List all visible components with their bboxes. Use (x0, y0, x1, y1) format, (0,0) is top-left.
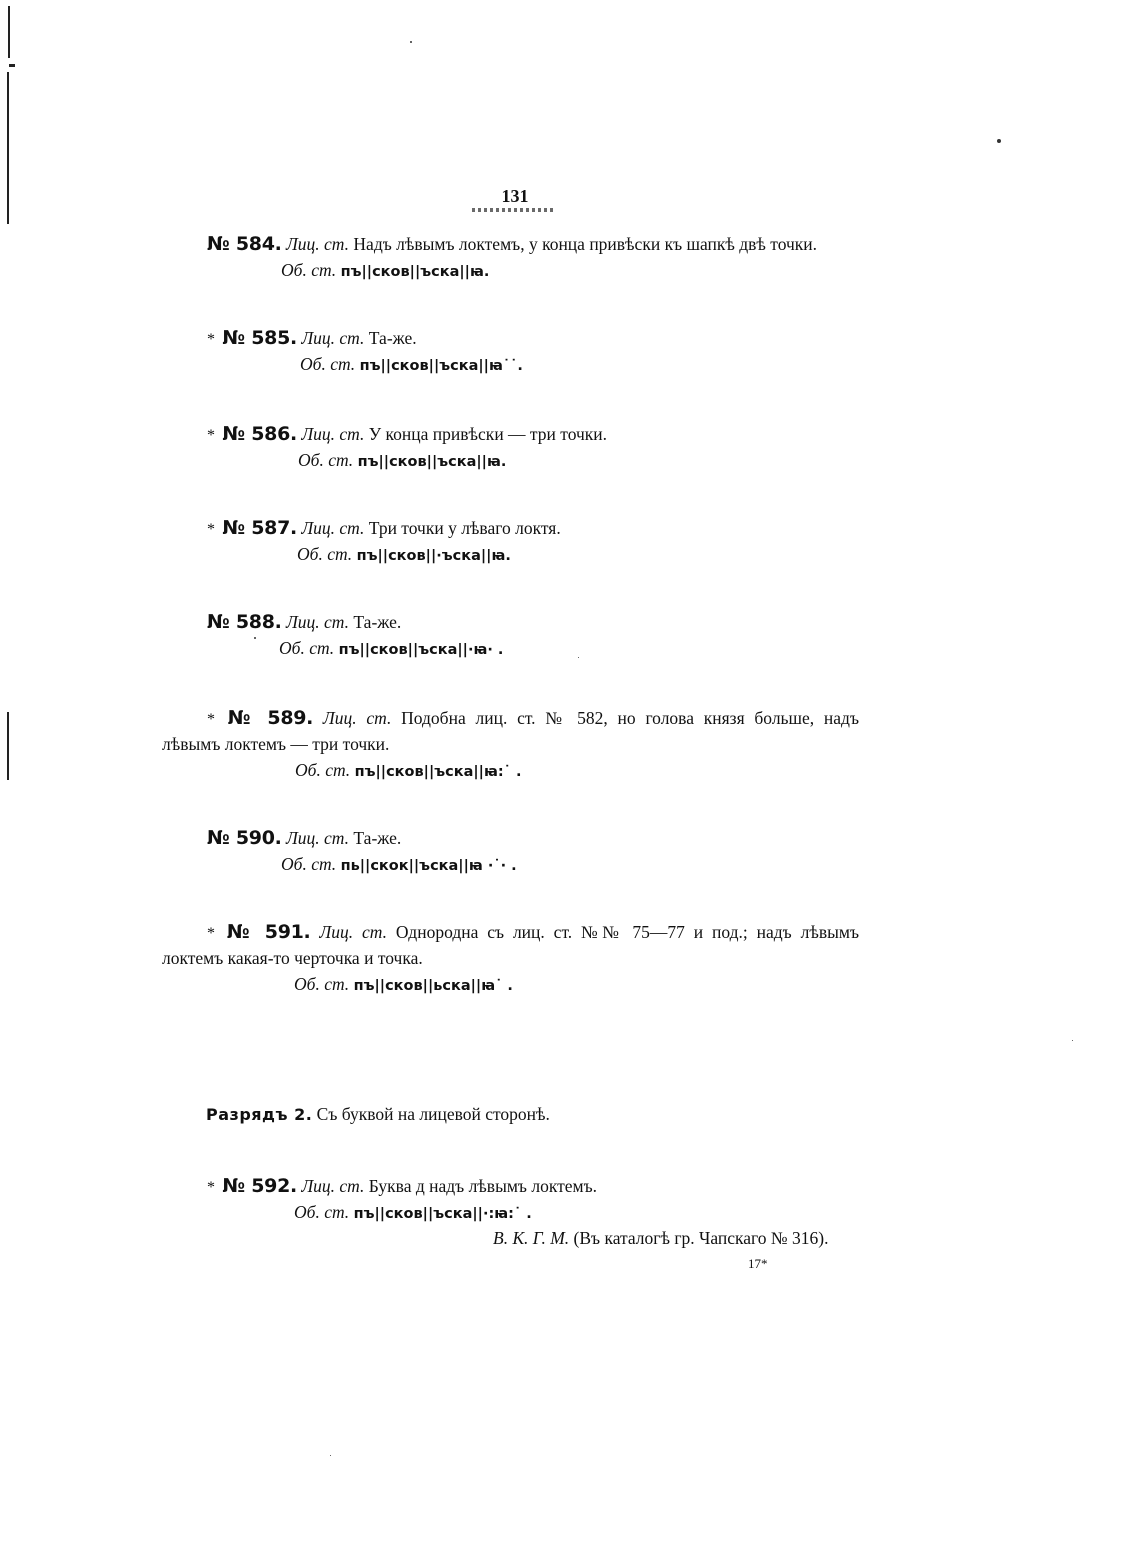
reverse-legend: пъ||сков||ъска||·:ꙗ:˙ . (353, 1206, 532, 1222)
scan-edge-mark-middle (7, 712, 9, 780)
asterisk-mark: * (207, 521, 215, 538)
section-description: Съ буквой на лицевой сторонѣ. (316, 1104, 550, 1124)
reverse-label: Об. ст. (281, 854, 337, 874)
entry-number: № 586. (222, 423, 297, 445)
obverse-description-continuation: лѣвымъ локтемъ — три точки. (162, 734, 390, 754)
scan-speck (330, 1455, 331, 1456)
scan-speck (997, 139, 1001, 143)
reverse-label: Об. ст. (297, 544, 353, 564)
obverse-description: Та-же. (353, 612, 402, 632)
obverse-label: Лиц. ст. (322, 708, 392, 728)
entry-587-reverse (297, 543, 511, 567)
reverse-label: Об. ст. (300, 354, 356, 374)
asterisk-mark: * (207, 925, 215, 942)
entry-592-obverse (207, 1175, 597, 1199)
asterisk-mark: * (207, 711, 215, 728)
section-label: Разрядъ 2. (206, 1105, 313, 1124)
reverse-label: Об. ст. (294, 974, 350, 994)
entry-585-reverse (300, 353, 523, 377)
entry-number: № 585. (222, 327, 297, 349)
asterisk-mark: * (207, 427, 215, 444)
obverse-label: Лиц. ст. (285, 234, 350, 254)
entry-584-obverse (207, 233, 817, 255)
entry-number: № 588. (207, 611, 282, 633)
asterisk-mark: * (207, 1179, 215, 1196)
obverse-label: Лиц. ст. (301, 328, 365, 348)
entry-number: № 587. (222, 517, 297, 539)
entry-591-reverse (294, 973, 513, 997)
obverse-label: Лиц. ст. (301, 424, 365, 444)
scan-speck (410, 41, 412, 43)
entry-589-obverse-cont (162, 733, 389, 755)
entry-586-reverse (298, 449, 506, 473)
reverse-label: Об. ст. (279, 638, 335, 658)
obverse-label: Лиц. ст. (319, 922, 387, 942)
entry-587-obverse (207, 517, 561, 541)
entry-588-reverse (279, 637, 503, 661)
entry-591-obverse-cont (162, 947, 423, 969)
obverse-description: Три точки у лѣваго локтя. (368, 518, 561, 538)
reverse-label: Об. ст. (281, 260, 337, 280)
reverse-label: Об. ст. (294, 1202, 350, 1222)
reverse-legend: пъ||сков||ъска||·ꙗ· . (338, 642, 504, 658)
entry-number: № 591. (226, 921, 311, 943)
obverse-description: Та-же. (368, 328, 417, 348)
scan-speck (578, 657, 579, 658)
entry-585-obverse (207, 327, 417, 351)
scan-edge-mark-tick (9, 64, 15, 67)
page-number: 131 (501, 186, 529, 206)
obverse-label: Лиц. ст. (301, 518, 365, 538)
entry-592-reverse (294, 1201, 532, 1225)
scan-speck (1072, 1040, 1073, 1041)
entry-590-obverse (207, 827, 401, 849)
entry-591-obverse (207, 921, 859, 945)
obverse-description-continuation: локтемъ какая-то черточка и точка. (162, 948, 423, 968)
collection-abbreviation: В. К. Г. М. (493, 1228, 570, 1248)
sheet-signature: 17* (748, 1256, 768, 1271)
entry-586-obverse (207, 423, 607, 447)
obverse-label: Лиц. ст. (285, 612, 350, 632)
entry-589-obverse (207, 707, 859, 731)
scan-speck (254, 637, 256, 639)
reverse-legend: пъ||сков||ъска||ꙗ:˙ . (354, 764, 522, 780)
entry-number: № 590. (207, 827, 282, 849)
entry-number: № 592. (222, 1175, 297, 1197)
obverse-label: Лиц. ст. (301, 1176, 365, 1196)
obverse-description: Та-же. (353, 828, 402, 848)
page-number-ornament (472, 208, 554, 212)
obverse-description: Подобна лиц. ст. № 582, но голова князя больше, надъ (401, 708, 859, 728)
reverse-legend: пь||скок||ъска||ꙗ ·˙· . (340, 858, 517, 874)
entry-588-obverse (207, 611, 401, 633)
obverse-label: Лиц. ст. (285, 828, 350, 848)
reverse-label: Об. ст. (298, 450, 354, 470)
obverse-description: У конца привѣски — три точки. (368, 424, 608, 444)
section-heading (206, 1103, 550, 1126)
reverse-legend: пъ||сков||·ъска||ꙗ. (356, 548, 511, 564)
obverse-description: Буква д надъ лѣвымъ локтемъ. (368, 1176, 597, 1196)
obverse-description: Надъ лѣвымъ локтемъ, у конца привѣски къ шапкѣ двѣ точки. (353, 234, 818, 254)
reverse-legend: пъ||сков||ъска||ꙗ. (357, 454, 507, 470)
reverse-legend: пъ||сков||ъска||ꙗ. (340, 264, 490, 280)
entry-number: № 584. (207, 233, 282, 255)
scan-edge-mark-top (8, 6, 10, 58)
catalogue-reference: (Въ каталогѣ гр. Чапскаго № 316). (573, 1228, 829, 1248)
entry-589-reverse (295, 759, 521, 783)
entry-590-reverse (281, 853, 517, 877)
reverse-legend: пъ||сков||ьска||ꙗ˙ . (353, 978, 513, 994)
reverse-label: Об. ст. (295, 760, 351, 780)
source-note (493, 1227, 828, 1249)
reverse-legend: пъ||сков||ъска||ꙗ˙˙. (359, 358, 523, 374)
asterisk-mark: * (207, 331, 215, 348)
entry-584-reverse (281, 259, 489, 283)
entry-number: № 589. (227, 707, 314, 729)
obverse-description: Однородна съ лиц. ст. №№ 75—77 и под.; надъ лѣвымъ (395, 922, 859, 942)
